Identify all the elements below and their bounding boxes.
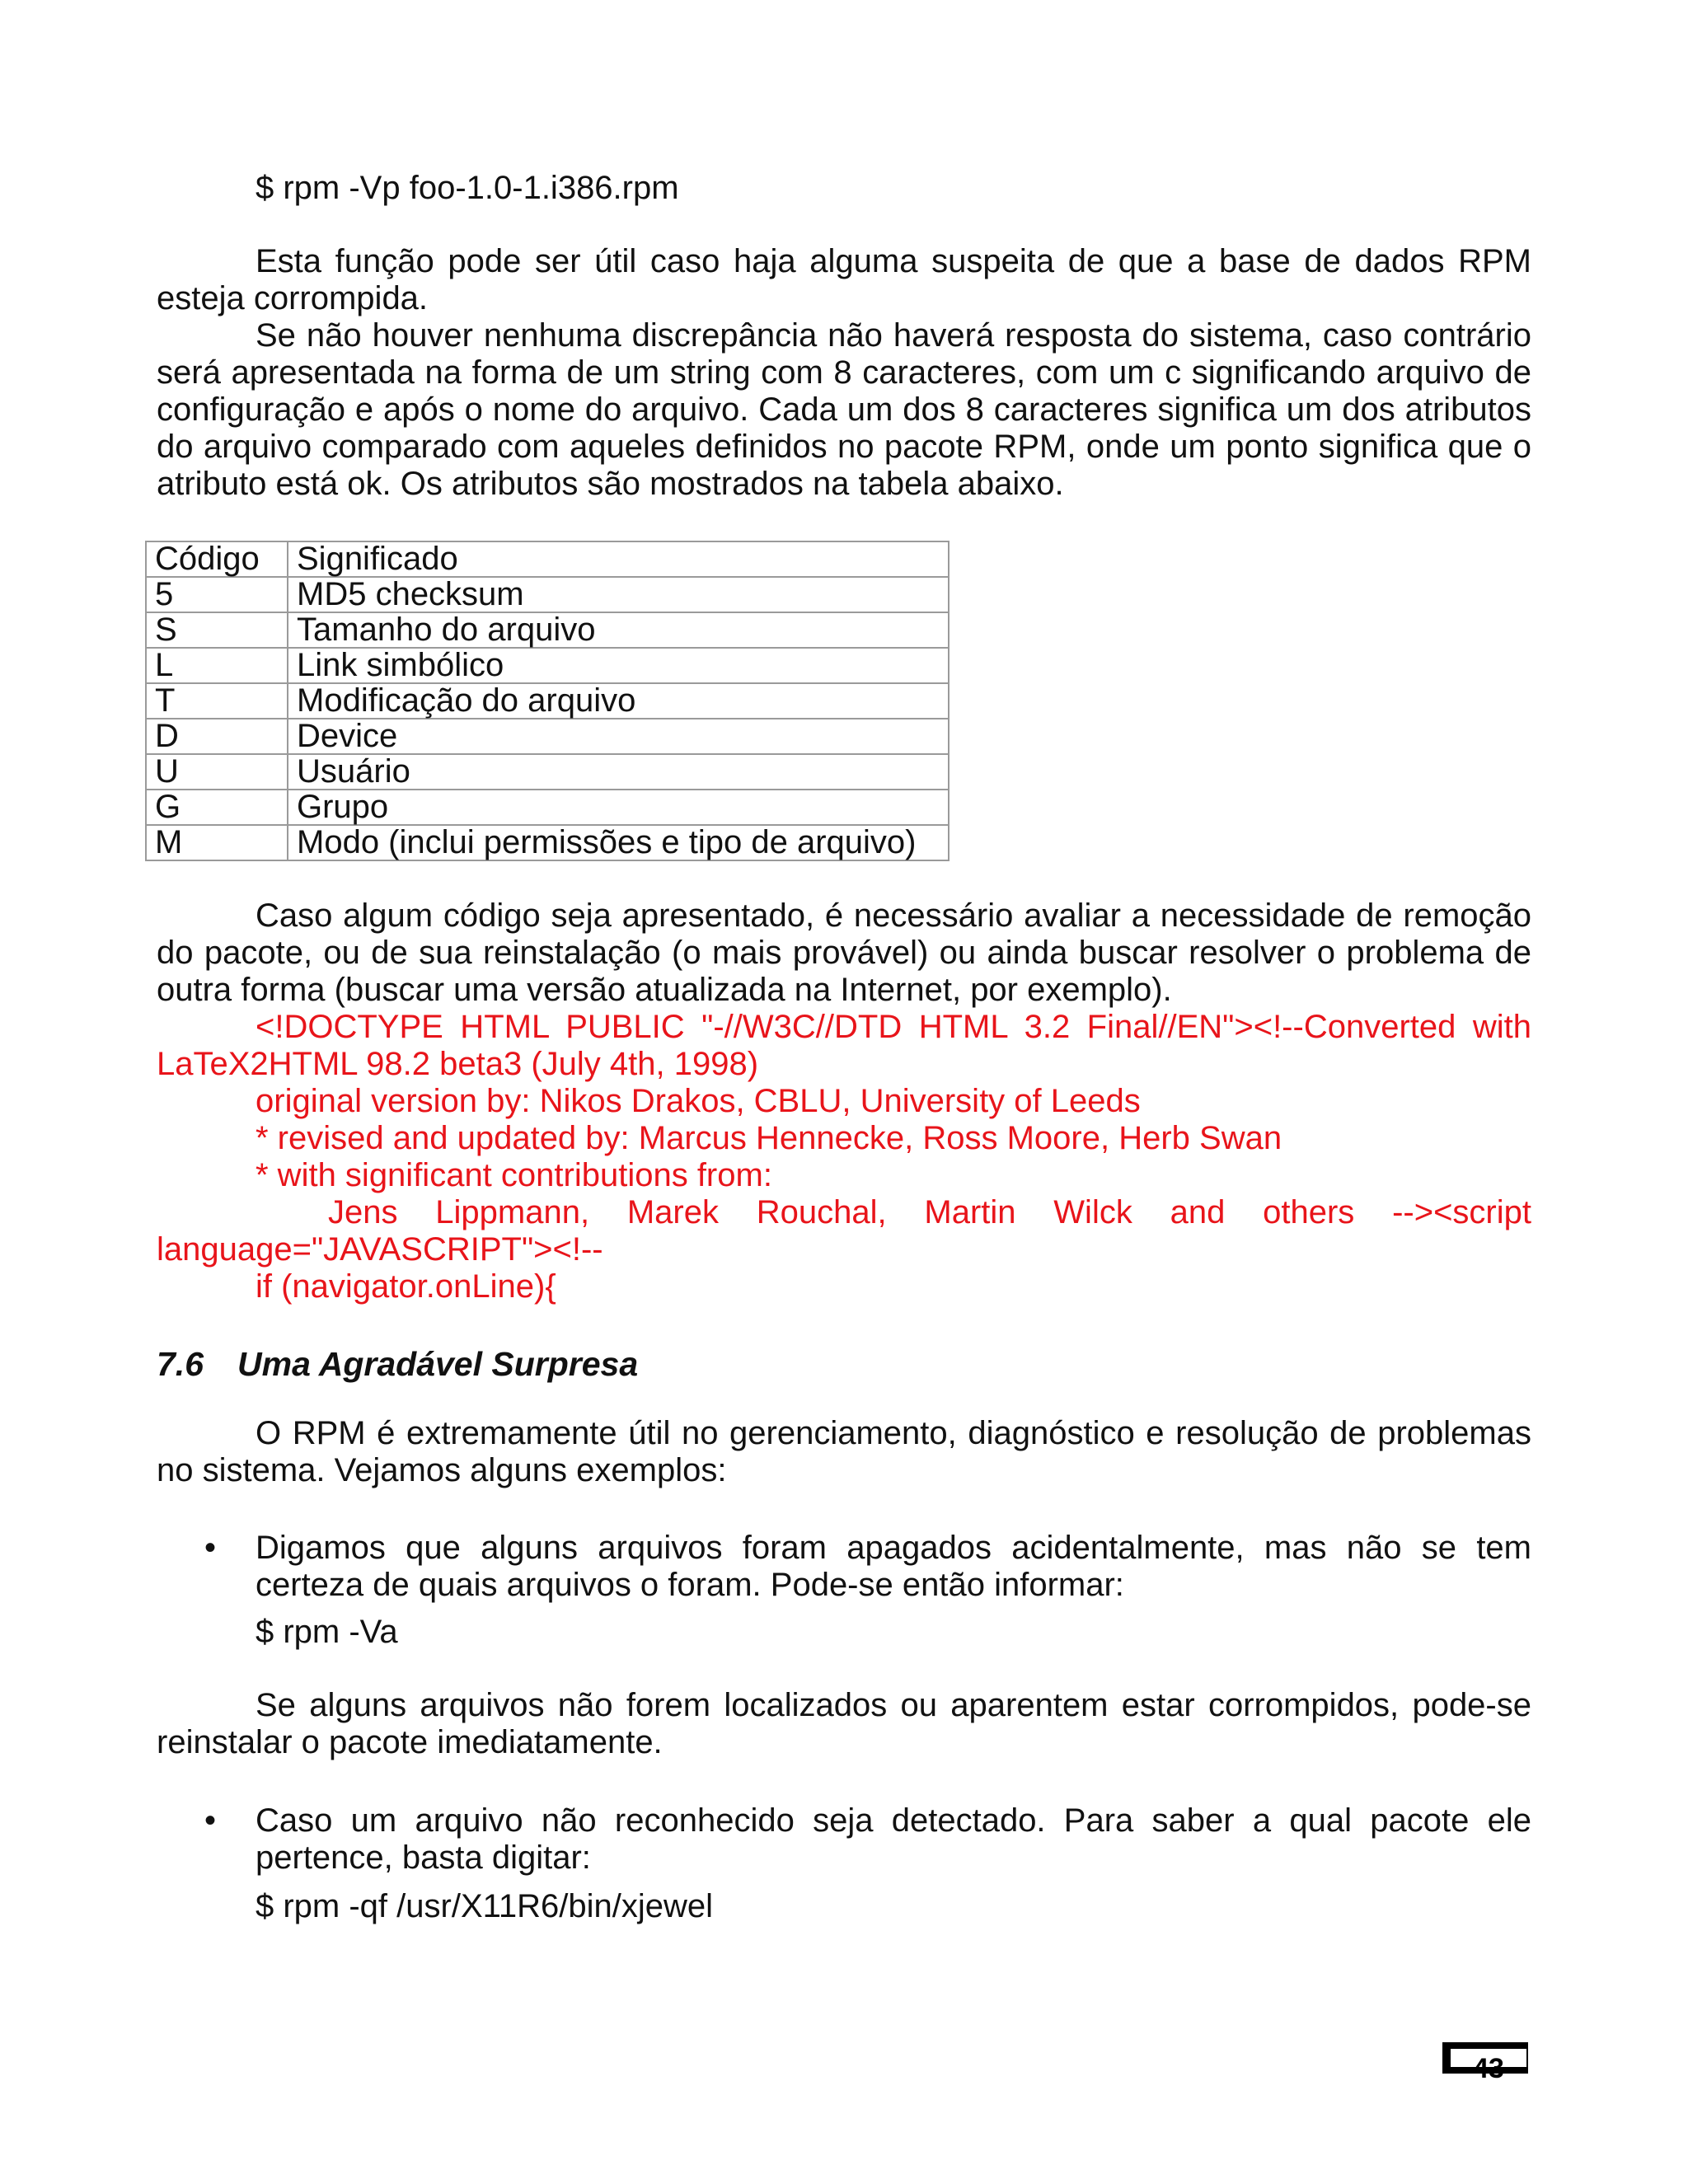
table-cell-meaning: Modificação do arquivo	[288, 683, 949, 719]
table-cell-meaning: MD5 checksum	[288, 577, 949, 612]
table-cell-meaning: Usuário	[288, 754, 949, 790]
table-cell-code: U	[146, 754, 288, 790]
paragraph-reinstall: Se alguns arquivos não forem localizados ou aparentem estar corrompidos, pode-se reinstalar o pacote imediatamente.	[157, 1687, 1531, 1760]
paragraph-code-action: Caso algum código seja apresentado, é necessário avaliar a necessidade de remoção do pacote, ou de sua reinstalação (o mais provável) ou ainda buscar resolver o problema de outra forma (buscar uma versão atualizada na Internet, por exemplo).	[157, 898, 1531, 1008]
table-row	[146, 683, 949, 719]
command-verify-all: $ rpm -Va	[256, 1614, 398, 1650]
section-title: Uma Agradável Surpresa	[237, 1345, 639, 1383]
latex2html-residue-block	[157, 1009, 1531, 1305]
command-query-file: $ rpm -qf /usr/X11R6/bin/xjewel	[256, 1888, 714, 1924]
table-row	[146, 825, 949, 860]
list-item	[157, 1802, 1531, 1877]
bullet-icon: •	[204, 1530, 217, 1566]
page-number-box	[1442, 2042, 1528, 2084]
red-line-revised: * revised and updated by: Marcus Hennecke, Ross Moore, Herb Swan	[256, 1120, 1282, 1156]
table-header-code: Código	[146, 541, 288, 577]
table-cell-code: M	[146, 825, 288, 860]
table-row	[146, 754, 949, 790]
paragraph-discrepancy: Se não houver nenhuma discrepância não haverá resposta do sistema, caso contrário será apresentada na forma de um string com 8 caracteres, com um c significando arquivo de configuração e após o nome do arquivo. Cada um dos 8 caracteres significa um dos atributos do arquivo comparado com aqueles definidos no pacote RPM, onde um ponto significa que o atributo está ok. Os atributos são mostrados na tabela abaixo.	[157, 317, 1531, 502]
table-cell-meaning: Modo (inclui permissões e tipo de arquivo)	[288, 825, 949, 860]
table-cell-code: D	[146, 719, 288, 754]
red-line-contributions: * with significant contributions from:	[256, 1157, 772, 1193]
table-cell-code: T	[146, 683, 288, 719]
table-row	[146, 577, 949, 612]
table-header-row	[146, 541, 949, 577]
table-cell-meaning: Grupo	[288, 790, 949, 825]
list-item	[157, 1530, 1531, 1604]
table-row	[146, 719, 949, 754]
paragraph-rpm-useful: O RPM é extremamente útil no gerenciamento, diagnóstico e resolução de problemas no sistema. Vejamos alguns exemplos:	[157, 1415, 1531, 1488]
table-cell-code: L	[146, 648, 288, 683]
table-row	[146, 612, 949, 648]
table-cell-meaning: Link simbólico	[288, 648, 949, 683]
section-heading	[157, 1343, 1531, 1385]
table-row	[146, 790, 949, 825]
attribute-codes-table	[145, 541, 950, 861]
command-verify-package: $ rpm -Vp foo-1.0-1.i386.rpm	[256, 170, 679, 206]
section-number: 7.6	[157, 1345, 204, 1383]
document-page	[157, 170, 1531, 1925]
paragraph-verify-purpose: Esta função pode ser útil caso haja alguma suspeita de que a base de dados RPM esteja corrompida.	[157, 243, 1531, 316]
table-cell-code: S	[146, 612, 288, 648]
table-cell-meaning: Device	[288, 719, 949, 754]
bullet-text-deleted-files: Digamos que alguns arquivos foram apagados acidentalmente, mas não se tem certeza de quais arquivos o foram. Pode-se então informar:	[256, 1530, 1531, 1603]
bullet-text-unknown-file: Caso um arquivo não reconhecido seja detectado. Para saber a qual pacote ele pertence, basta digitar:	[256, 1802, 1531, 1876]
red-line-navigator: if (navigator.onLine){	[256, 1268, 556, 1305]
red-line-doctype: <!DOCTYPE HTML PUBLIC "-//W3C//DTD HTML 3.2 Final//EN"><!--Converted with LaTeX2HTML 98.2 beta3 (July 4th, 1998)	[157, 1009, 1531, 1082]
table-header-meaning: Significado	[288, 541, 949, 577]
red-line-original-version: original version by: Nikos Drakos, CBLU, University of Leeds	[256, 1083, 1141, 1119]
table-cell-meaning: Tamanho do arquivo	[288, 612, 949, 648]
table-cell-code: G	[146, 790, 288, 825]
table-cell-code: 5	[146, 577, 288, 612]
table-row	[146, 648, 949, 683]
red-line-contributors: Jens Lippmann, Marek Rouchal, Martin Wilck and others --><script language="JAVASCRIPT"><!--	[157, 1194, 1531, 1268]
bullet-icon: •	[204, 1802, 217, 1839]
page-number: 43	[1451, 2049, 1526, 2067]
